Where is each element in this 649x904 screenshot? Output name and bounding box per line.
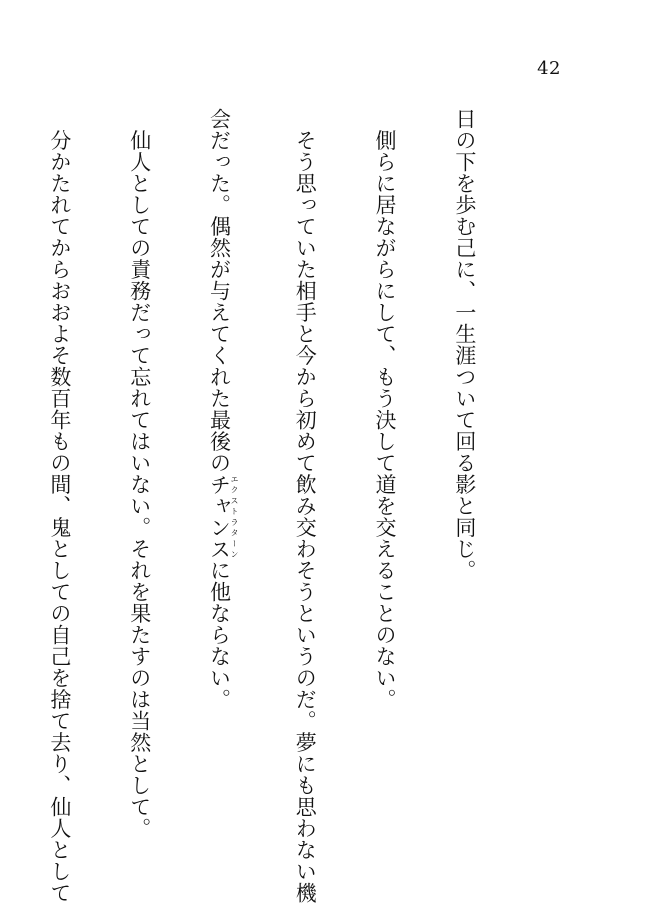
ruby-base: チャンス bbox=[207, 473, 232, 560]
text-line: 分かたれてからおおよそ数百年もの間、鬼としての自己を捨て去り、仙人として bbox=[47, 108, 72, 904]
text-line-start: 会だった。偶然が与えてくれた最後の bbox=[207, 108, 232, 474]
text-line: 仙人としての責務だって忘れてはいない。それを果たすのは当然として。 bbox=[127, 108, 152, 839]
page-number: 42 bbox=[537, 58, 561, 79]
text-line: そう思っていた相手と今から初めて飲み交わそうというのだ。夢にも思わない機 bbox=[293, 108, 318, 904]
ruby-chance bbox=[207, 473, 239, 560]
ruby-reading: エクストラターン bbox=[229, 473, 239, 560]
text-line: 日の下を歩む己に、一生涯ついて回る影と同じ。 bbox=[452, 108, 477, 581]
text-line-end: に他ならない。 bbox=[207, 559, 232, 710]
text-line-with-ruby bbox=[206, 108, 239, 828]
text-line: 側らに居ながらにして、もう決して道を交えることのない。 bbox=[373, 108, 398, 710]
vertical-text-body bbox=[0, 108, 531, 904]
